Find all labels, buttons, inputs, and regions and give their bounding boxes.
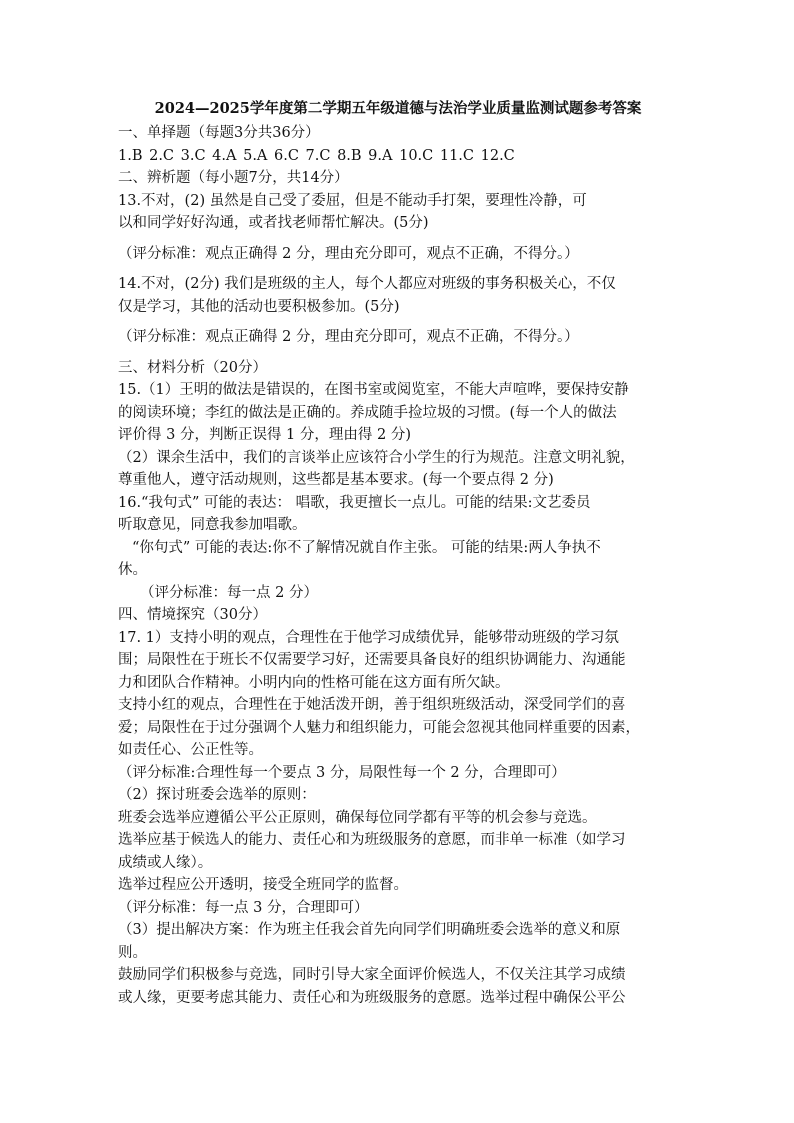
answer-17-line-4: 支持小红的观点，合理性在于她活泼开朗，善于组织班级活动，深受同学们的喜 (118, 697, 626, 713)
answer-17-2-line-2: 选举应基于候选人的能力、责任心和为班级服务的意愿，而非单一标准（如学习 (118, 832, 626, 848)
answer-17-line-5: 爱；局限性在于过分强调个人魅力和组织能力，可能会忽视其他同样重要的因素， (118, 719, 640, 736)
answer-document (118, 98, 678, 1009)
document-title: 2024—2025学年度第二学期五年级道德与法治学业质量监测试题参考答案 (154, 100, 642, 117)
spacer (118, 235, 678, 243)
answer-17-3-line-3: 鼓励同学们积极参与竞选，同时引导大家全面评价候选人，不仅关注其学习成绩 (118, 967, 626, 983)
answer-17-2-line-1: 班委会选举应遵循公平公正原则，确保每位同学都有平等的机会参与竞选。 (118, 809, 597, 826)
section-heading-scenario: 四、情境探究（30分） (118, 607, 267, 623)
answer-17-3-line-1: （3）提出解决方案：作为班主任我会首先向同学们明确班委会选举的意义和原 (118, 922, 621, 938)
answer-16-line-2: 听取意见，同意我参加唱歌。 (118, 517, 307, 533)
answer-16-line-1: 16.“我句式” 可能的表达： 唱歌，我更擅长一点儿。可能的结果:文艺委员 (118, 494, 591, 511)
section-heading-analysis: 二、辨析题（每小题7分，共14分） (118, 170, 349, 186)
answer-17-line-2: 围；局限性在于班长不仅需要学习好，还需要具备良好的组织协调能力、沟通能 (118, 652, 626, 668)
section-heading-material: 三、材料分析（20分） (118, 359, 267, 376)
single-choice-answers: 1.B 2.C 3.C 4.A 5.A 6.C 7.C 8.B 9.A 10.C 11.C 12.C (118, 147, 515, 164)
answer-17-2-heading: （2）探讨班委会选举的原则： (118, 787, 316, 803)
answer-17-line-3: 力和团队合作精神。小明内向的性格可能在这方面有所欠缺。 (118, 674, 510, 691)
answer-17-line-1: 17. 1）支持小明的观点，合理性在于他学习成绩优异，能够带动班级的学习氛 (118, 629, 619, 646)
answer-17-2-line-4: 选举过程应公开透明，接受全班同学的监督。 (118, 877, 408, 893)
scoring-note-17-2: （评分标准：每一点 3 分，合理即可） (118, 899, 369, 916)
answer-15-line-3: 评价得 3 分，判断正误得 1 分，理由得 2 分) (118, 427, 411, 443)
scoring-note-16: （评分标准：每一点 2 分） (140, 584, 318, 601)
answer-13-line-2: 以和同学好好沟通，或者找老师帮忙解决。(5分) (118, 215, 429, 231)
answer-13-line-1: 13.不对，(2) 虽然是自己受了委屈，但是不能动手打架，要理性冷静，可 (118, 192, 587, 209)
scoring-note-14: （评分标准：观点正确得 2 分，理由充分即可，观点不正确，不得分。） (118, 329, 579, 345)
section-heading-single-choice: 一、单择题（每题3分共36分） (118, 125, 320, 141)
scoring-note-17-1: （评分标准:合理性每一个要点 3 分，局限性每一个 2 分，合理即可） (118, 764, 566, 781)
answer-17-3-line-2: 则。 (118, 944, 147, 961)
answer-15-line-1: 15.（1）王明的做法是错误的，在图书室或阅览室，不能大声喧哗，要保持安静 (118, 382, 629, 398)
scoring-note-13: （评分标准：观点正确得 2 分，理由充分即可，观点不正确，不得分。） (118, 245, 579, 262)
answer-16-line-4: 休。 (118, 562, 147, 578)
answer-14-line-2: 仅是学习，其他的活动也要积极参加。(5分) (118, 298, 400, 315)
answer-15-2-line-1: （2）课余生活中，我们的言谈举止应该符合小学生的行为规范。注意文明礼貌， (118, 449, 635, 466)
answer-17-line-6: 如责任心、公正性等。 (118, 742, 263, 758)
spacer (118, 318, 678, 326)
spacer (118, 349, 678, 357)
answer-17-2-line-3: 成绩或人缘）。 (118, 854, 213, 871)
answer-14-line-1: 14.不对，(2分) 我们是班级的主人，每个人都应对班级的事务积极关心，不仅 (118, 276, 616, 292)
answer-16-line-3: “你句式” 可能的表达:你不了解情况就自作主张。 可能的结果:两人争执不 (132, 539, 601, 556)
answer-17-3-line-4: 或人缘，更要考虑其能力、责任心和为班级服务的意愿。选举过程中确保公平公 (118, 989, 626, 1006)
spacer (118, 265, 678, 273)
answer-15-2-line-2: 尊重他人，遵守活动规则，这些都是基本要求。(每一个要点得 2 分) (118, 472, 554, 488)
answer-15-line-2: 的阅读环境；李红的做法是正确的。养成随手捡垃圾的习惯。(每一个人的做法 (118, 404, 617, 421)
